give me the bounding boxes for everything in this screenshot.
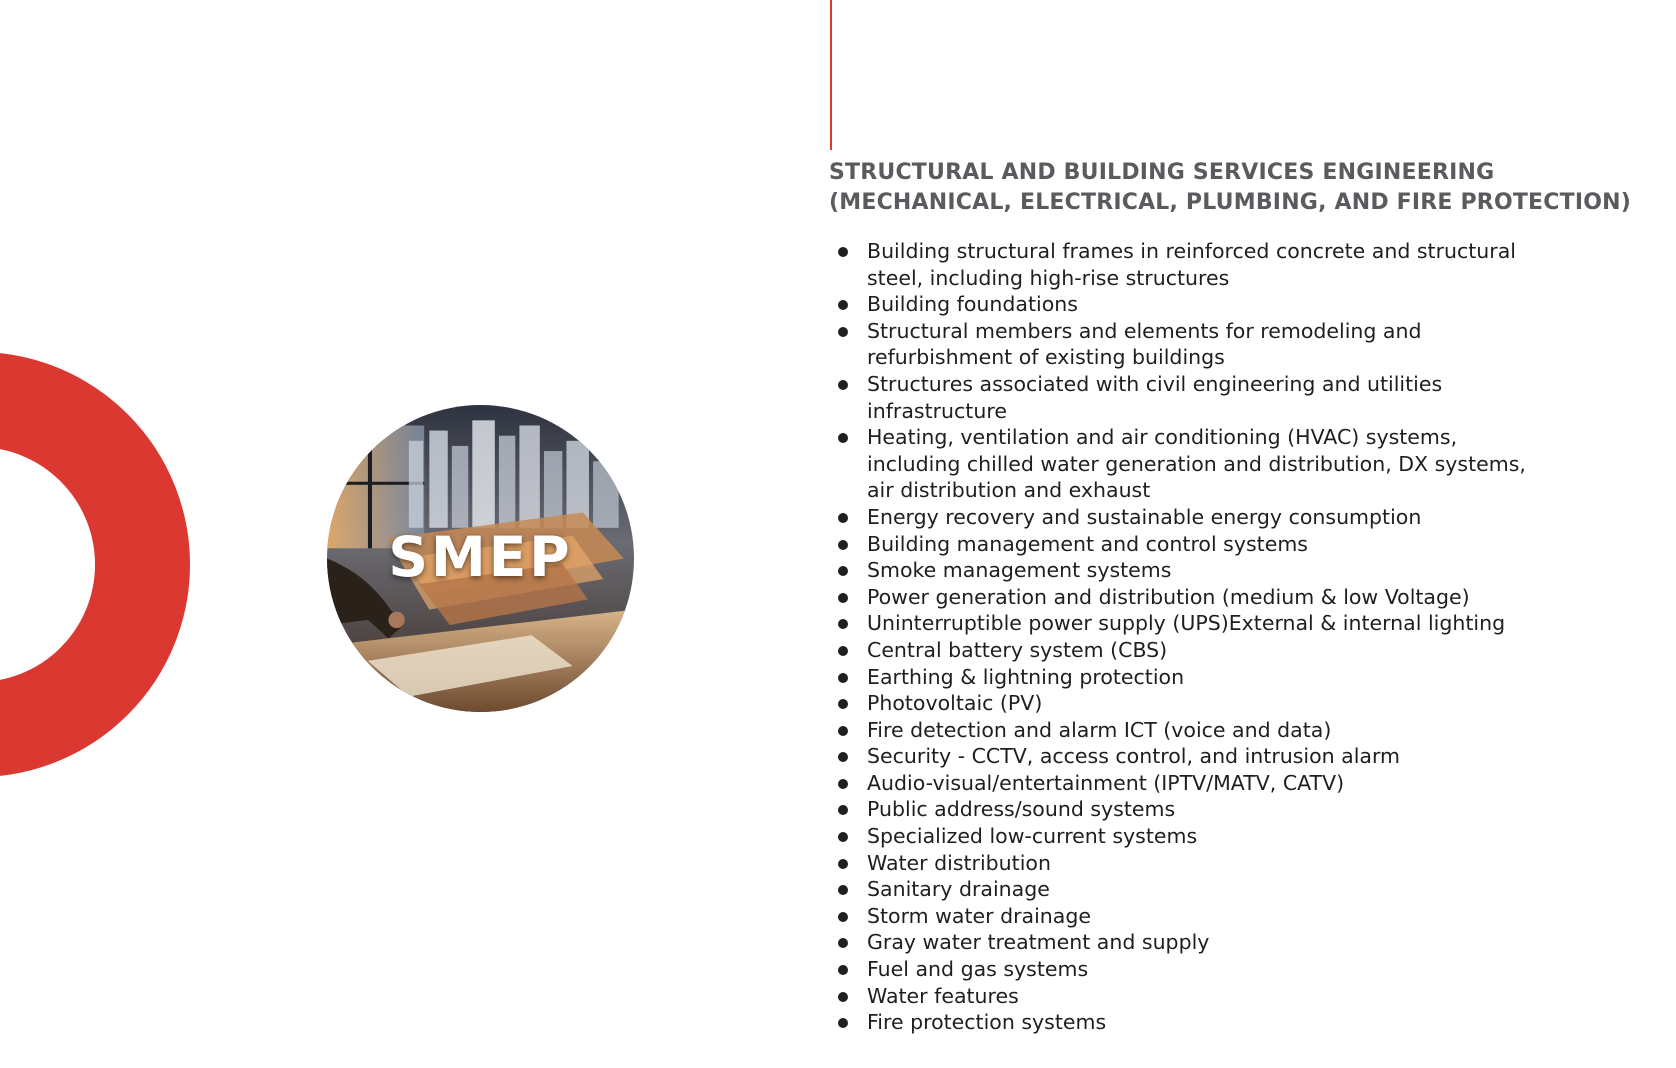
list-item-text: Building structural frames in reinforced concrete and structural steel, including high-rise structures: [867, 239, 1516, 290]
list-item: [838, 876, 1527, 903]
list-item-text: Central battery system (CBS): [867, 637, 1168, 662]
accent-vertical-rule: [830, 0, 832, 150]
list-item: [838, 983, 1527, 1010]
bullet-icon: [838, 779, 848, 789]
bullet-icon: [838, 965, 848, 975]
list-item: [838, 796, 1527, 823]
list-item-text: Building management and control systems: [867, 531, 1308, 556]
bullet-icon: [838, 380, 848, 390]
list-item-text: Storm water drainage: [867, 903, 1091, 928]
list-item-text: Fire protection systems: [867, 1010, 1107, 1035]
list-item-text: Security - CCTV, access control, and intrusion alarm: [867, 744, 1401, 769]
bullet-icon: [838, 726, 848, 736]
list-item-text: Audio-visual/entertainment (IPTV/MATV, CATV): [867, 770, 1345, 795]
list-item: [838, 956, 1527, 983]
list-item: [838, 637, 1527, 664]
list-item-text: Heating, ventilation and air conditioning (HVAC) systems, including chilled water generation and distribution, DX systems, air distribution and exhaust: [867, 425, 1526, 503]
list-item: [838, 238, 1527, 291]
bullet-icon: [838, 832, 848, 842]
list-item: [838, 424, 1527, 504]
heading-line-1: STRUCTURAL AND BUILDING SERVICES ENGINEERING: [829, 160, 1495, 185]
heading-line-2: (MECHANICAL, ELECTRICAL, PLUMBING, AND FIRE PROTECTION): [829, 190, 1631, 215]
list-item-text: Sanitary drainage: [867, 877, 1050, 902]
smep-photo-badge: [327, 405, 634, 712]
list-item-text: Water distribution: [867, 850, 1051, 875]
bullet-icon: [838, 805, 848, 815]
decorative-red-ring: [0, 352, 190, 777]
bullet-icon: [838, 699, 848, 709]
bullet-icon: [838, 566, 848, 576]
bullet-icon: [838, 513, 848, 523]
bullet-icon: [838, 859, 848, 869]
bullet-icon: [838, 433, 848, 443]
list-item-text: Building foundations: [867, 292, 1078, 317]
list-item: [838, 690, 1527, 717]
list-item: [838, 584, 1527, 611]
list-item: [838, 291, 1527, 318]
list-item: [838, 1009, 1527, 1036]
list-item: [838, 318, 1527, 371]
list-item: [838, 903, 1527, 930]
list-item-text: Fuel and gas systems: [867, 957, 1089, 982]
list-item-text: Power generation and distribution (medium & low Voltage): [867, 584, 1470, 609]
list-item: [838, 664, 1527, 691]
bullet-icon: [838, 912, 848, 922]
bullet-icon: [838, 1018, 848, 1028]
bullet-icon: [838, 327, 848, 337]
list-item: [838, 743, 1527, 770]
bullet-icon: [838, 619, 848, 629]
list-item-text: Earthing & lightning protection: [867, 664, 1185, 689]
list-item-text: Smoke management systems: [867, 558, 1172, 583]
bullet-icon: [838, 540, 848, 550]
bullet-icon: [838, 885, 848, 895]
bullet-icon: [838, 247, 848, 257]
list-item-text: Fire detection and alarm ICT (voice and data): [867, 717, 1332, 742]
list-item: [838, 850, 1527, 877]
list-item-text: Uninterruptible power supply (UPS)External & internal lighting: [867, 611, 1506, 636]
services-list: [838, 238, 1558, 1036]
list-item: [838, 557, 1527, 584]
list-item: [838, 770, 1527, 797]
list-item: [838, 371, 1527, 424]
list-item: [838, 929, 1527, 956]
list-item-text: Water features: [867, 983, 1019, 1008]
list-item-text: Structures associated with civil engineering and utilities infrastructure: [867, 371, 1443, 423]
bullet-icon: [838, 752, 848, 762]
list-item-text: Specialized low-current systems: [867, 824, 1198, 849]
bullet-icon: [838, 673, 848, 683]
list-item-text: Energy recovery and sustainable energy consumption: [867, 504, 1422, 529]
list-item-text: Photovoltaic (PV): [867, 691, 1043, 716]
list-item-text: Public address/sound systems: [867, 797, 1176, 822]
bullet-icon: [838, 593, 848, 603]
list-item: [838, 717, 1527, 744]
badge-label: SMEP: [388, 525, 573, 589]
list-item: [838, 823, 1527, 850]
bullet-icon: [838, 992, 848, 1002]
list-item-text: Structural members and elements for remodeling and refurbishment of existing buildings: [867, 318, 1422, 370]
section-heading: [829, 158, 1649, 218]
list-item: [838, 504, 1527, 531]
bullet-icon: [838, 300, 848, 310]
bullet-icon: [838, 646, 848, 656]
list-item: [838, 531, 1527, 558]
bullet-icon: [838, 938, 848, 948]
list-item: [838, 610, 1527, 637]
list-item-text: Gray water treatment and supply: [867, 930, 1210, 955]
